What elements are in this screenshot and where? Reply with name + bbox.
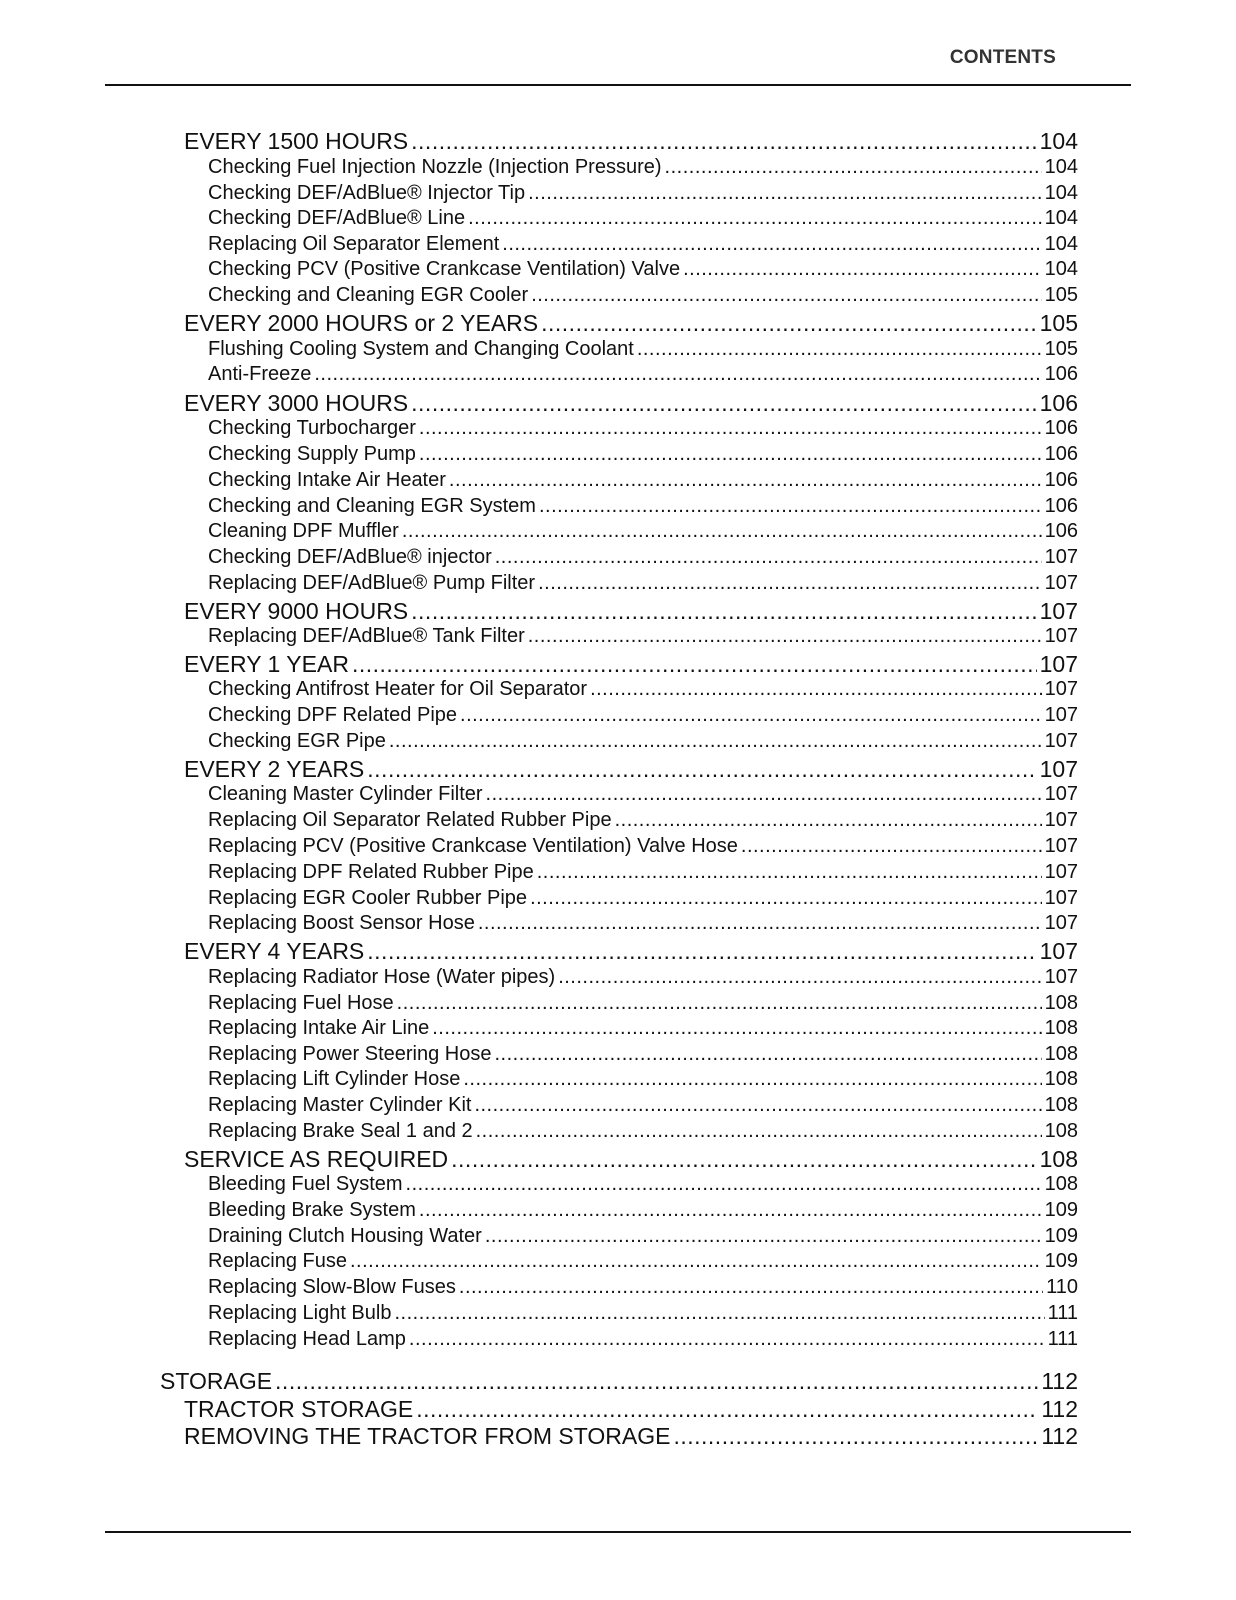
toc-entry-page-number: 107 bbox=[1044, 835, 1078, 857]
toc-entry[interactable] bbox=[208, 1068, 1078, 1091]
toc-dot-leader bbox=[539, 495, 1042, 518]
toc-entry-page-number: 106 bbox=[1039, 390, 1078, 416]
toc-dot-leader bbox=[402, 520, 1042, 543]
toc-entry-page-number: 107 bbox=[1044, 730, 1078, 752]
toc-entry-page-number: 106 bbox=[1044, 363, 1078, 385]
toc-entry-page-number: 104 bbox=[1044, 182, 1078, 204]
toc-dot-leader bbox=[463, 1068, 1041, 1091]
toc-entry[interactable] bbox=[184, 938, 1078, 965]
toc-dot-leader bbox=[558, 966, 1041, 989]
toc-dot-leader bbox=[637, 338, 1042, 361]
toc-entry-title: Checking DEF/AdBlue® Injector Tip bbox=[208, 182, 526, 204]
toc-entry-page-number: 112 bbox=[1041, 1368, 1078, 1394]
toc-dot-leader bbox=[495, 1043, 1042, 1066]
toc-entry-page-number: 108 bbox=[1044, 992, 1078, 1014]
toc-entry[interactable] bbox=[208, 469, 1078, 492]
toc-dot-leader bbox=[537, 861, 1042, 884]
toc-entry[interactable] bbox=[208, 572, 1078, 595]
toc-entry-title: Replacing PCV (Positive Crankcase Ventilation) Valve Hose bbox=[208, 835, 738, 857]
toc-entry[interactable] bbox=[208, 966, 1078, 989]
toc-entry[interactable] bbox=[208, 1199, 1078, 1222]
toc-entry-page-number: 106 bbox=[1044, 495, 1078, 517]
toc-entry[interactable] bbox=[208, 1094, 1078, 1117]
toc-entry[interactable] bbox=[208, 443, 1078, 466]
toc-dot-leader bbox=[411, 390, 1036, 417]
toc-dot-leader bbox=[531, 284, 1041, 307]
toc-entry[interactable] bbox=[208, 809, 1078, 832]
toc-entry[interactable] bbox=[208, 730, 1078, 753]
toc-dot-leader bbox=[451, 1146, 1036, 1173]
toc-dot-leader bbox=[449, 469, 1042, 492]
toc-entry-page-number: 110 bbox=[1046, 1276, 1078, 1298]
toc-entry-page-number: 107 bbox=[1044, 809, 1078, 831]
toc-entry-page-number: 106 bbox=[1044, 520, 1078, 542]
toc-dot-leader bbox=[350, 1250, 1042, 1273]
toc-dot-leader bbox=[538, 572, 1042, 595]
toc-entry-title: TRACTOR STORAGE bbox=[184, 1396, 414, 1422]
toc-entry-title: Bleeding Fuel System bbox=[208, 1173, 403, 1195]
toc-entry[interactable] bbox=[208, 182, 1078, 205]
toc-entry-title: Checking Intake Air Heater bbox=[208, 469, 446, 491]
toc-dot-leader bbox=[528, 625, 1042, 648]
toc-entry[interactable] bbox=[208, 363, 1078, 386]
toc-entry-title: Replacing Fuel Hose bbox=[208, 992, 394, 1014]
toc-entry-title: Flushing Cooling System and Changing Coolant bbox=[208, 338, 634, 360]
toc-entry-title: Replacing Radiator Hose (Water pipes) bbox=[208, 966, 556, 988]
toc-entry-page-number: 107 bbox=[1039, 651, 1078, 677]
toc-dot-leader bbox=[459, 1276, 1043, 1299]
toc-entry-title: Replacing Power Steering Hose bbox=[208, 1043, 492, 1065]
toc-entry[interactable] bbox=[208, 284, 1078, 307]
toc-entry-title: Replacing Slow-Blow Fuses bbox=[208, 1276, 456, 1298]
toc-entry-page-number: 105 bbox=[1044, 338, 1078, 360]
toc-entry[interactable] bbox=[160, 1368, 1078, 1395]
toc-entry-page-number: 106 bbox=[1044, 417, 1078, 439]
toc-dot-leader bbox=[419, 417, 1042, 440]
toc-entry-title: EVERY 4 YEARS bbox=[184, 938, 365, 964]
toc-entry-title: Replacing Intake Air Line bbox=[208, 1017, 430, 1039]
toc-entry[interactable] bbox=[208, 258, 1078, 281]
toc-dot-leader bbox=[460, 704, 1042, 727]
toc-entry[interactable] bbox=[208, 783, 1078, 806]
toc-dot-leader bbox=[495, 546, 1042, 569]
toc-dot-leader bbox=[416, 1396, 1038, 1423]
toc-entry-page-number: 111 bbox=[1047, 1302, 1078, 1324]
toc-entry-page-number: 106 bbox=[1044, 443, 1078, 465]
toc-dot-leader bbox=[485, 1225, 1042, 1248]
toc-entry-title: EVERY 1 YEAR bbox=[184, 651, 349, 677]
page-header-label: CONTENTS bbox=[949, 47, 1056, 68]
toc-entry[interactable] bbox=[208, 417, 1078, 440]
toc-entry[interactable] bbox=[184, 598, 1078, 625]
toc-entry-page-number: 104 bbox=[1044, 156, 1078, 178]
toc-entry-page-number: 107 bbox=[1044, 887, 1078, 909]
toc-entry[interactable] bbox=[208, 1302, 1078, 1325]
toc-entry[interactable] bbox=[184, 1423, 1078, 1450]
toc-entry[interactable] bbox=[208, 1043, 1078, 1066]
toc-entry-page-number: 108 bbox=[1044, 1120, 1078, 1142]
toc-entry[interactable] bbox=[208, 992, 1078, 1015]
toc-entry-title: Replacing DEF/AdBlue® Pump Filter bbox=[208, 572, 536, 594]
toc-entry-page-number: 109 bbox=[1044, 1250, 1078, 1272]
toc-entry[interactable] bbox=[184, 128, 1078, 155]
toc-entry-page-number: 107 bbox=[1039, 756, 1078, 782]
toc-entry-title: Replacing Light Bulb bbox=[208, 1302, 392, 1324]
toc-dot-leader bbox=[590, 678, 1042, 701]
toc-entry[interactable] bbox=[208, 912, 1078, 935]
toc-entry-title: Draining Clutch Housing Water bbox=[208, 1225, 482, 1247]
toc-dot-leader bbox=[389, 730, 1042, 753]
toc-entry-title: Checking PCV (Positive Crankcase Ventilation) Valve bbox=[208, 258, 681, 280]
toc-entry-title: Checking Supply Pump bbox=[208, 443, 416, 465]
toc-entry-title: EVERY 9000 HOURS bbox=[184, 598, 409, 624]
toc-dot-leader bbox=[683, 258, 1042, 281]
toc-entry-page-number: 108 bbox=[1044, 1094, 1078, 1116]
toc-entry-page-number: 111 bbox=[1047, 1328, 1078, 1350]
toc-entry-page-number: 106 bbox=[1044, 469, 1078, 491]
toc-entry-page-number: 105 bbox=[1039, 310, 1078, 336]
toc-entry-title: STORAGE bbox=[160, 1368, 273, 1394]
toc-entry[interactable] bbox=[208, 1120, 1078, 1143]
toc-entry-page-number: 105 bbox=[1044, 284, 1078, 306]
toc-entry-title: Replacing Boost Sensor Hose bbox=[208, 912, 475, 934]
toc-entry-title: SERVICE AS REQUIRED bbox=[184, 1146, 449, 1172]
toc-entry-page-number: 108 bbox=[1044, 1068, 1078, 1090]
toc-entry[interactable] bbox=[208, 1173, 1078, 1196]
toc-entry[interactable] bbox=[208, 495, 1078, 518]
toc-entry-page-number: 107 bbox=[1044, 861, 1078, 883]
toc-dot-leader bbox=[528, 182, 1042, 205]
toc-entry[interactable] bbox=[208, 207, 1078, 230]
toc-dot-leader bbox=[394, 1302, 1044, 1325]
toc-entry[interactable] bbox=[208, 1250, 1078, 1273]
toc-entry[interactable] bbox=[208, 625, 1078, 648]
toc-entry-title: Replacing Brake Seal 1 and 2 bbox=[208, 1120, 473, 1142]
toc-entry-page-number: 107 bbox=[1044, 966, 1078, 988]
toc-entry-page-number: 112 bbox=[1041, 1423, 1078, 1449]
toc-dot-leader bbox=[367, 938, 1036, 965]
toc-entry[interactable] bbox=[208, 156, 1078, 179]
toc-dot-leader bbox=[474, 1094, 1041, 1117]
toc-entry-title: EVERY 3000 HOURS bbox=[184, 390, 409, 416]
toc-entry-page-number: 108 bbox=[1039, 1146, 1078, 1172]
toc-dot-leader bbox=[502, 233, 1041, 256]
toc-entry-page-number: 107 bbox=[1044, 678, 1078, 700]
toc-entry[interactable] bbox=[184, 1396, 1078, 1423]
toc-entry-title: Checking Antifrost Heater for Oil Separator bbox=[208, 678, 588, 700]
toc-dot-leader bbox=[673, 1423, 1038, 1450]
toc-entry-title: Replacing DPF Related Rubber Pipe bbox=[208, 861, 534, 883]
toc-entry[interactable] bbox=[208, 835, 1078, 858]
toc-entry-title: Checking and Cleaning EGR Cooler bbox=[208, 284, 529, 306]
toc-entry-title: Bleeding Brake System bbox=[208, 1199, 416, 1221]
toc-entry[interactable] bbox=[208, 704, 1078, 727]
header-rule bbox=[105, 84, 1131, 86]
toc-entry-page-number: 107 bbox=[1044, 912, 1078, 934]
toc-entry-page-number: 104 bbox=[1044, 207, 1078, 229]
toc-entry[interactable] bbox=[208, 233, 1078, 256]
toc-dot-leader bbox=[741, 835, 1042, 858]
toc-entry-page-number: 104 bbox=[1044, 233, 1078, 255]
toc-entry-title: Replacing EGR Cooler Rubber Pipe bbox=[208, 887, 528, 909]
toc-entry[interactable] bbox=[208, 546, 1078, 569]
toc-entry-title: Cleaning Master Cylinder Filter bbox=[208, 783, 483, 805]
toc-entry[interactable] bbox=[208, 1225, 1078, 1248]
toc-dot-leader bbox=[367, 756, 1036, 783]
toc-entry-page-number: 104 bbox=[1044, 258, 1078, 280]
toc-entry-title: Replacing Fuse bbox=[208, 1250, 347, 1272]
toc-entry-page-number: 107 bbox=[1044, 625, 1078, 647]
toc-entry[interactable] bbox=[208, 887, 1078, 910]
toc-dot-leader bbox=[275, 1368, 1038, 1395]
toc-entry-page-number: 108 bbox=[1044, 1017, 1078, 1039]
toc-dot-leader bbox=[486, 783, 1042, 806]
toc-entry[interactable] bbox=[184, 756, 1078, 783]
toc-dot-leader bbox=[411, 598, 1036, 625]
toc-dot-leader bbox=[476, 1120, 1042, 1143]
toc-entry-title: EVERY 1500 HOURS bbox=[184, 128, 409, 154]
toc-entry-page-number: 108 bbox=[1044, 1173, 1078, 1195]
toc-dot-leader bbox=[419, 1199, 1042, 1222]
toc-entry[interactable] bbox=[208, 861, 1078, 884]
toc-dot-leader bbox=[352, 651, 1037, 678]
toc-entry-page-number: 107 bbox=[1044, 546, 1078, 568]
toc-entry[interactable] bbox=[208, 1276, 1078, 1299]
toc-entry-title: REMOVING THE TRACTOR FROM STORAGE bbox=[184, 1423, 671, 1449]
toc-dot-leader bbox=[314, 363, 1041, 386]
toc-entry[interactable] bbox=[208, 1328, 1078, 1351]
toc-entry[interactable] bbox=[184, 310, 1078, 337]
toc-entry-title: EVERY 2000 HOURS or 2 YEARS bbox=[184, 310, 539, 336]
toc-entry-page-number: 107 bbox=[1039, 938, 1078, 964]
toc-entry-page-number: 107 bbox=[1044, 783, 1078, 805]
toc-entry-title: Replacing Master Cylinder Kit bbox=[208, 1094, 472, 1116]
toc-entry-title: Checking DPF Related Pipe bbox=[208, 704, 458, 726]
toc-dot-leader bbox=[406, 1173, 1042, 1196]
footer-rule bbox=[105, 1531, 1131, 1533]
toc-dot-leader bbox=[411, 128, 1036, 155]
toc-entry-title: Replacing DEF/AdBlue® Tank Filter bbox=[208, 625, 525, 647]
toc-entry-title: Anti-Freeze bbox=[208, 363, 312, 385]
toc-entry[interactable] bbox=[208, 1017, 1078, 1040]
toc-entry-title: Replacing Oil Separator Element bbox=[208, 233, 500, 255]
toc-entry[interactable] bbox=[184, 651, 1078, 678]
toc-entry-page-number: 107 bbox=[1039, 598, 1078, 624]
toc-entry-title: Checking Fuel Injection Nozzle (Injection Pressure) bbox=[208, 156, 662, 178]
toc-entry-title: Replacing Head Lamp bbox=[208, 1328, 406, 1350]
toc-entry-title: EVERY 2 YEARS bbox=[184, 756, 365, 782]
toc-entry-page-number: 108 bbox=[1044, 1043, 1078, 1065]
toc-entry-page-number: 104 bbox=[1039, 128, 1078, 154]
toc-entry-page-number: 107 bbox=[1044, 572, 1078, 594]
toc-dot-leader bbox=[615, 809, 1042, 832]
toc-entry-title: Checking DEF/AdBlue® injector bbox=[208, 546, 492, 568]
toc-entry-title: Checking EGR Pipe bbox=[208, 730, 386, 752]
toc-entry[interactable] bbox=[184, 1146, 1078, 1173]
toc-entry[interactable] bbox=[184, 390, 1078, 417]
toc-entry-title: Checking DEF/AdBlue® Line bbox=[208, 207, 466, 229]
toc-dot-leader bbox=[432, 1017, 1041, 1040]
toc-entry-page-number: 109 bbox=[1044, 1199, 1078, 1221]
toc-entry-title: Checking and Cleaning EGR System bbox=[208, 495, 536, 517]
toc-dot-leader bbox=[541, 310, 1037, 337]
toc-entry-page-number: 109 bbox=[1044, 1225, 1078, 1247]
toc-dot-leader bbox=[665, 156, 1042, 179]
toc-dot-leader bbox=[478, 912, 1042, 935]
toc-entry-title: Cleaning DPF Muffler bbox=[208, 520, 399, 542]
toc-entry-page-number: 112 bbox=[1041, 1396, 1078, 1422]
toc-entry[interactable] bbox=[208, 678, 1078, 701]
toc-dot-leader bbox=[409, 1328, 1045, 1351]
toc-entry[interactable] bbox=[208, 520, 1078, 543]
toc-entry-page-number: 107 bbox=[1044, 704, 1078, 726]
toc-entry[interactable] bbox=[208, 338, 1078, 361]
toc-dot-leader bbox=[468, 207, 1042, 230]
toc-entry-title: Replacing Oil Separator Related Rubber Pipe bbox=[208, 809, 612, 831]
toc-dot-leader bbox=[419, 443, 1042, 466]
toc-dot-leader bbox=[530, 887, 1042, 910]
toc-dot-leader bbox=[397, 992, 1042, 1015]
toc-entry-title: Replacing Lift Cylinder Hose bbox=[208, 1068, 461, 1090]
toc-entry-title: Checking Turbocharger bbox=[208, 417, 416, 439]
